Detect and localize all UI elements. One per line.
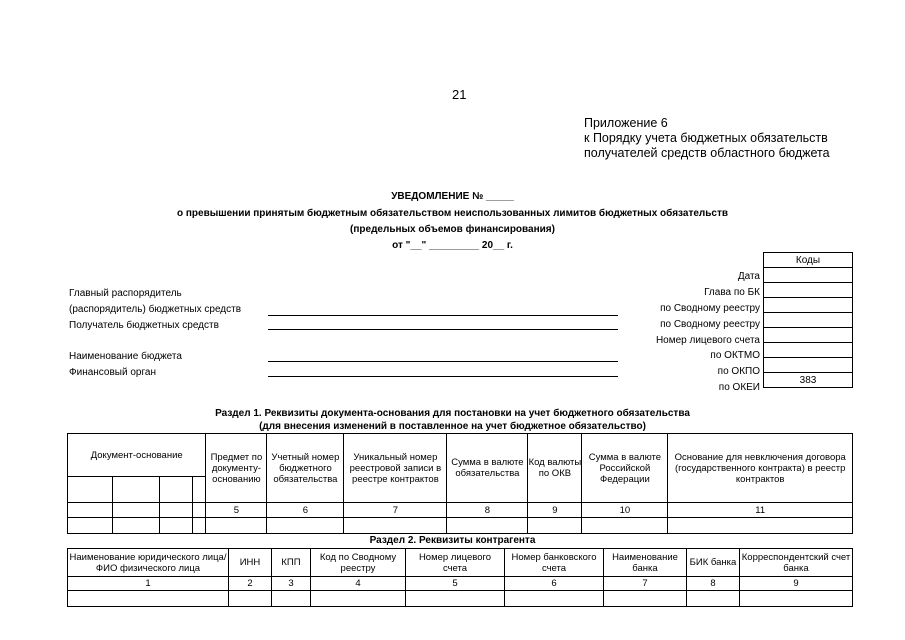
num-cell: 3 <box>272 577 311 591</box>
col-doc-basis: Документ-основание <box>68 434 206 477</box>
num-cell <box>68 503 113 518</box>
field-label-chief-2: (распорядитель) бюджетных средств <box>69 304 242 315</box>
data-cell[interactable] <box>505 591 604 607</box>
codes-header: Коды <box>764 253 853 268</box>
code-label-okei: по ОКЕИ <box>718 382 760 393</box>
code-value-date[interactable] <box>764 268 853 283</box>
code-value-registry-1[interactable] <box>764 298 853 313</box>
code-value-okpo[interactable] <box>764 358 853 373</box>
col-account-number: Учетный номер бюджетного обязательства <box>267 434 344 503</box>
table-row <box>68 591 853 607</box>
num-cell: 2 <box>229 577 272 591</box>
appendix-note <box>584 116 830 161</box>
num-cell: 8 <box>447 503 528 518</box>
num-cell: 5 <box>206 503 267 518</box>
num-cell: 9 <box>528 503 582 518</box>
num-cell <box>160 503 193 518</box>
col-unique-number: Уникальный номер реестровой записи в реестре контрактов <box>344 434 447 503</box>
appendix-line2: к Порядку учета бюджетных обязательств <box>584 131 828 145</box>
num-cell: 6 <box>267 503 344 518</box>
section1-subtitle: (для внесения изменений в поставленное на учет бюджетное обязательство) <box>259 421 646 432</box>
notice-subtitle: о превышении принятым бюджетным обязательством неиспользованных лимитов бюджетных обязательств <box>176 208 729 219</box>
code-value-okei[interactable]: 383 <box>764 373 853 388</box>
appendix-line1: Приложение 6 <box>584 116 668 130</box>
field-label-budget: Наименование бюджета <box>69 351 182 362</box>
num-cell: 8 <box>687 577 740 591</box>
field-label-chief-1: Главный распорядитель <box>69 288 182 299</box>
num-cell: 4 <box>311 577 406 591</box>
col-reason: Основание для невключения договора (государственного контракта) в реестр контрактов <box>668 434 853 503</box>
section1-table <box>67 433 853 534</box>
num-cell: 7 <box>604 577 687 591</box>
col-sum-currency: Сумма в валюте обязательства <box>447 434 528 503</box>
num-cell: 5 <box>406 577 505 591</box>
data-cell[interactable] <box>113 518 160 534</box>
field-label-recipient: Получатель бюджетных средств <box>69 320 219 331</box>
num-cell: 1 <box>68 577 229 591</box>
col-kpp: КПП <box>272 549 311 577</box>
code-label-okpo: по ОКПО <box>717 366 760 377</box>
section2-table <box>67 548 853 607</box>
data-cell[interactable] <box>668 518 853 534</box>
doc-subcol-1 <box>68 477 113 503</box>
col-account: Номер лицевого счета <box>406 549 505 577</box>
num-cell: 6 <box>505 577 604 591</box>
notice-date: от "__" _________ 20__ г. <box>392 240 513 251</box>
data-cell[interactable] <box>528 518 582 534</box>
code-value-account[interactable] <box>764 328 853 343</box>
table-row <box>68 518 853 534</box>
code-label-registry-1: по Сводному реестру <box>660 303 760 314</box>
num-cell: 7 <box>344 503 447 518</box>
code-label-bk: Глава по БК <box>704 287 760 298</box>
field-label-fin-organ: Финансовый орган <box>69 367 156 378</box>
col-currency-code: Код валюты по ОКВ <box>528 434 582 503</box>
num-cell <box>113 503 160 518</box>
code-label-registry-2: по Сводному реестру <box>660 319 760 330</box>
field-line-budget[interactable] <box>268 361 618 362</box>
col-bik: БИК банка <box>687 549 740 577</box>
data-cell[interactable] <box>267 518 344 534</box>
field-line-chief[interactable] <box>268 315 618 316</box>
data-cell[interactable] <box>206 518 267 534</box>
data-cell[interactable] <box>406 591 505 607</box>
code-label-date: Дата <box>737 271 760 282</box>
code-value-registry-2[interactable] <box>764 313 853 328</box>
num-cell <box>193 503 206 518</box>
col-bank-name: Наименование банка <box>604 549 687 577</box>
data-cell[interactable] <box>344 518 447 534</box>
col-subject: Предмет по документу-основанию <box>206 434 267 503</box>
codes-table <box>763 252 853 388</box>
data-cell[interactable] <box>311 591 406 607</box>
data-cell[interactable] <box>193 518 206 534</box>
data-cell[interactable] <box>229 591 272 607</box>
appendix-line3: получателей средств областного бюджета <box>584 146 830 160</box>
doc-subcol-2 <box>113 477 160 503</box>
col-sum-rub: Сумма в валюте Российской Федерации <box>582 434 668 503</box>
data-cell[interactable] <box>160 518 193 534</box>
data-cell[interactable] <box>604 591 687 607</box>
doc-subcol-3 <box>160 477 193 503</box>
code-label-account: Номер лицевого счета <box>655 335 760 346</box>
data-cell[interactable] <box>687 591 740 607</box>
doc-subcol-4 <box>193 477 206 503</box>
col-bank-account: Номер банковского счета <box>505 549 604 577</box>
data-cell[interactable] <box>582 518 668 534</box>
code-label-oktmo: по ОКТМО <box>710 350 760 361</box>
num-cell: 10 <box>582 503 668 518</box>
col-inn: ИНН <box>229 549 272 577</box>
data-cell[interactable] <box>68 518 113 534</box>
data-cell[interactable] <box>447 518 528 534</box>
notice-subtitle-2: (предельных объемов финансирования) <box>350 224 555 235</box>
section2-title: Раздел 2. Реквизиты контрагента <box>369 535 536 546</box>
page-number: 21 <box>452 87 467 102</box>
code-value-bk[interactable] <box>764 283 853 298</box>
col-counterparty-name: Наименование юридического лица/ ФИО физического лица <box>68 549 229 577</box>
data-cell[interactable] <box>68 591 229 607</box>
data-cell[interactable] <box>740 591 853 607</box>
col-registry-code: Код по Сводному реестру <box>311 549 406 577</box>
code-value-oktmo[interactable] <box>764 343 853 358</box>
data-cell[interactable] <box>272 591 311 607</box>
num-cell: 9 <box>740 577 853 591</box>
section1-title: Раздел 1. Реквизиты документа-основания для постановки на учет бюджетного обязательства <box>215 408 690 419</box>
notice-title: УВЕДОМЛЕНИЕ № _____ <box>391 191 514 202</box>
col-corr-account: Корреспондентский счет банка <box>740 549 853 577</box>
num-cell: 11 <box>668 503 853 518</box>
